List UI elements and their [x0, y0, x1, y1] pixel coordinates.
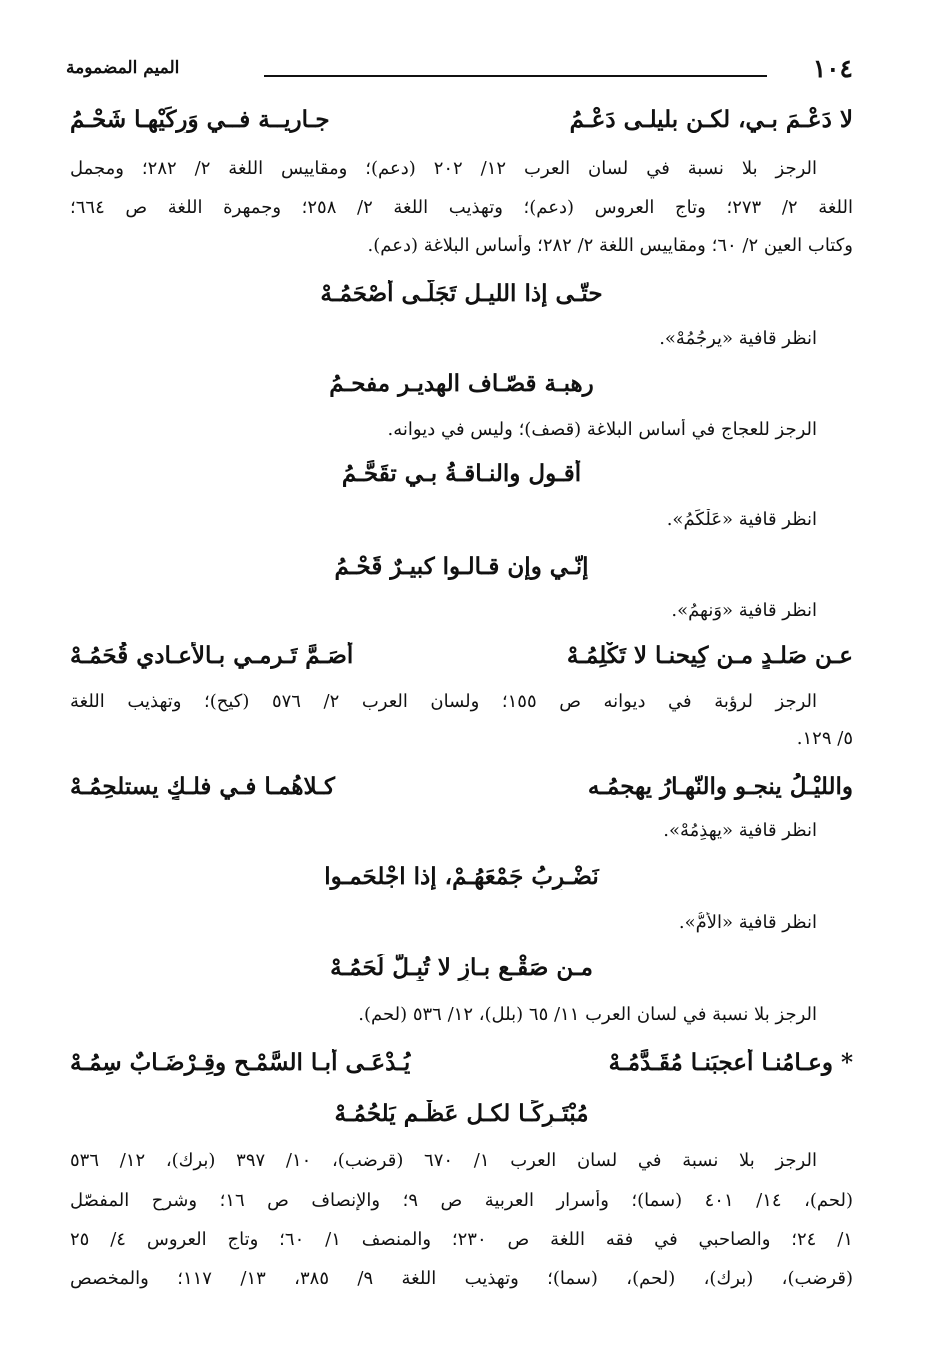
verse-line: رهبـة قصّـاف الهديـر مفحـمُ [329, 370, 594, 397]
verse-hemistich: جـاريــة فــي وَرِكَيْهـا شَحْـمُ [70, 106, 330, 133]
verse-hemistich: لا دَعْـمَ بـي، لكـن بليلـى دَعْـمُ [569, 106, 853, 133]
verse-hemistich: * وعـامُنـا أعجبَنـا مُقَـدَّمُـهْ [608, 1049, 853, 1076]
reference-line: الرجز للعجاج في أساس البلاغة (قصف)؛ وليس في ديوانه. [387, 419, 817, 440]
reference-line: الرجز بلا نسبة في لسان العرب ١/ ٦٧٠ (قرضب)، ١٠/ ٣٩٧ (برك)، ١٢/ ٥٣٦ [70, 1150, 817, 1171]
verse-line: مـن صَقْـعِ بـازٍ لا تُبِـلُّ لُحَمُـهْ [330, 954, 593, 981]
reference-line: ١/ ٢٤؛ والصاحبي في فقه اللغة ص ٢٣٠؛ والمنصف ١/ ٦٠؛ وتاج العروس ٤/ ٢٥ [70, 1229, 853, 1250]
verse-hemistich: كـلاهُمـا فـي فلـكٍ يستلحِمُـهْ [70, 773, 335, 800]
page-header [66, 52, 853, 86]
reference-line: الرجز بلا نسبة في لسان العرب ١٢/ ٢٠٢ (دعم)؛ ومقاييس اللغة ٢/ ٢٨٢؛ ومجمل [70, 158, 818, 179]
reference-line: وكتاب العين ٢/ ٦٠؛ ومقاييس اللغة ٢/ ٢٨٢؛ وأساس البلاغة (دعم). [367, 235, 853, 256]
reference-line: ٥/ ١٢٩. [796, 728, 853, 749]
verse-line [70, 773, 853, 800]
verse-line: إنّـي وإن قـالـوا كبيـرٌ قَحْـمُ [334, 553, 589, 580]
verse-line [70, 1049, 853, 1076]
verse-hemistich: عـن صَلـدٍ مـن كِيحنـا لا تَكْلِمُـهْ [566, 642, 853, 669]
reference-line: اللغة ٢/ ٢٧٣؛ وتاج العروس (دعم)؛ وتهذيب اللغة ٢/ ٢٥٨؛ وجمهرة اللغة ص ٦٦٤؛ [70, 197, 853, 218]
cross-reference: انظر قافية «وَنهمُ». [671, 600, 817, 621]
verse-line [70, 106, 853, 133]
verse-line: حتّـى إذا الليـل تَجَلّـى أَصْحَمُـهْ [320, 280, 603, 307]
verse-line: أقـول والنـاقـةُ بـي تقَحَّـمُ [341, 460, 582, 487]
cross-reference: انظر قافية «يرجُمُهْ». [659, 328, 817, 349]
cross-reference: انظر قافية «عَلْكَمُ». [666, 509, 817, 530]
reference-line: الرجز لرؤبة في ديوانه ص ١٥٥؛ ولسان العرب ٢/ ٥٧٦ (كيح)؛ وتهذيب اللغة [70, 691, 817, 712]
verse-line [70, 642, 853, 669]
verse-line: نَضْـرِبُ جَمْعَهُـمْ، إذا اجْلحَمـوا [324, 863, 599, 890]
page-number: ١٠٤ [812, 54, 853, 83]
verse-hemistich: والليْـلُ ينجـو والنّهـارُ يهجمُـه [587, 773, 853, 800]
verse-hemistich: أَصَـمَّ تَـرمـي بـالأعـادي قُحَمُـهْ [70, 642, 354, 669]
reference-line: الرجز بلا نسبة في لسان العرب ١١/ ٦٥ (بلل)، ١٢/ ٥٣٦ (لحم). [358, 1004, 817, 1025]
verse-line: مُبْتَـرِكًـا لكـل عَظْـمٍ يَلحُمُـهْ [334, 1100, 589, 1127]
reference-line: (قرضب)، (برك)، (لحم)، (سما)؛ وتهذيب اللغة ٩/ ٣٨٥، ١٣/ ١١٧؛ والمخصص [70, 1268, 853, 1289]
cross-reference: انظر قافية «الأَمُّ». [678, 912, 817, 933]
running-title: الميم المضمومة [66, 58, 180, 78]
verse-hemistich: يُـدْعَـى أبـا السَّمْـحِ وقِـرْضَـابٌ سِمُـهْ [70, 1049, 411, 1076]
reference-line: (لحم)، ١٤/ ٤٠١ (سما)؛ وأسرار العربية ص ٩؛ والإنصاف ص ١٦؛ وشرح المفصّل [70, 1190, 853, 1211]
header-rule [264, 75, 767, 77]
cross-reference: انظر قافية «يهذِمُهْ». [663, 820, 817, 841]
